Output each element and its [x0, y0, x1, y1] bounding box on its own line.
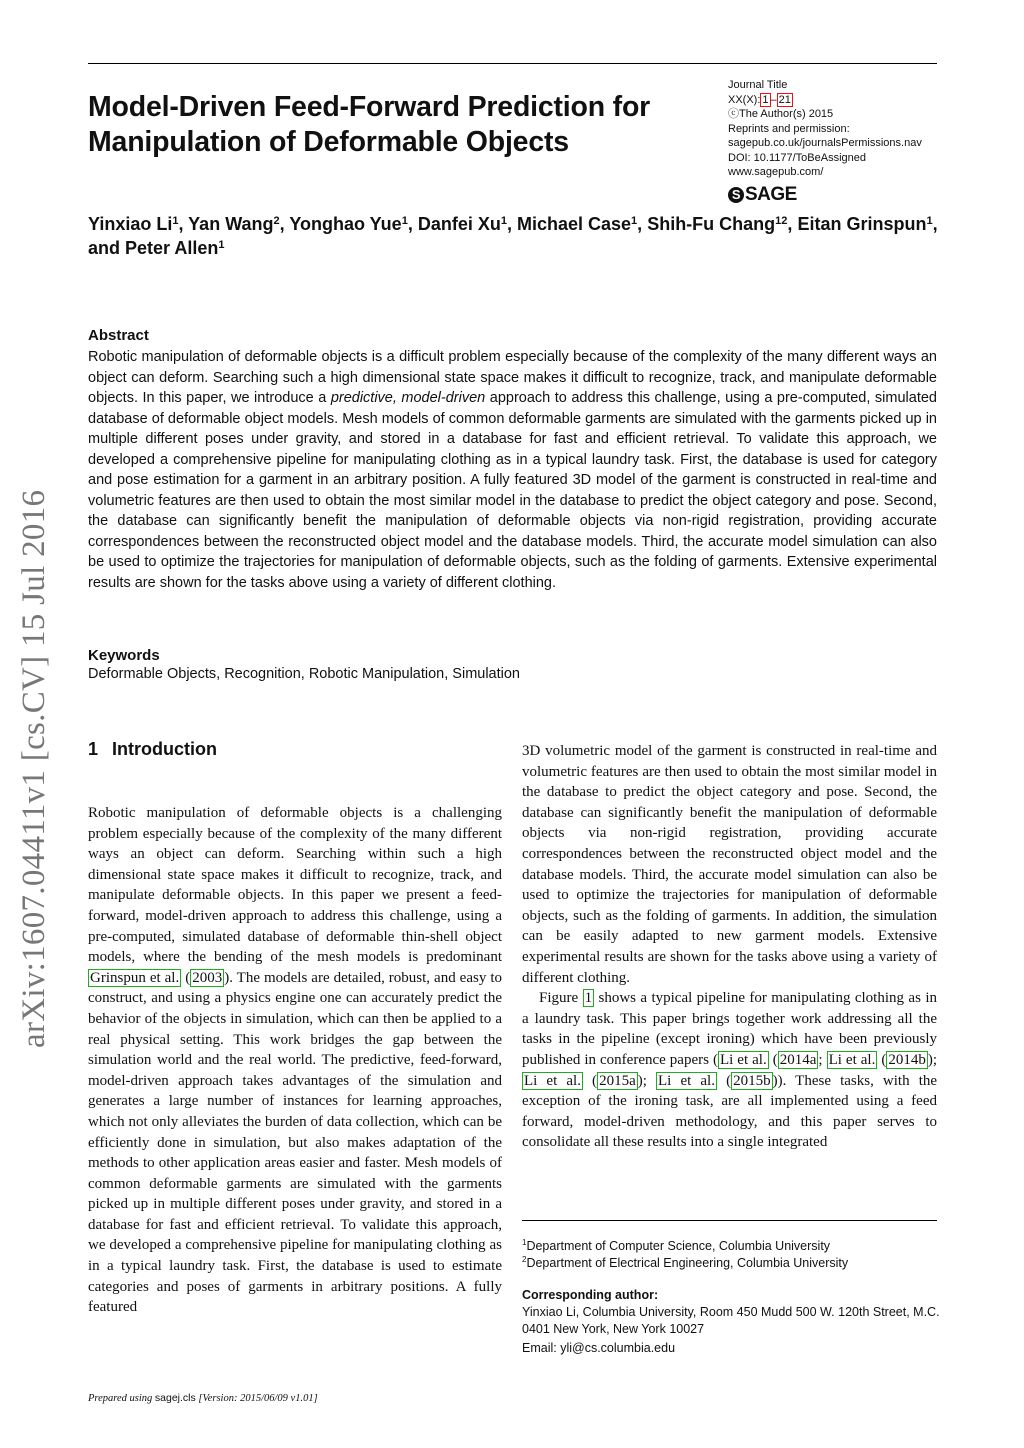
author-name: Yonghao Yue	[289, 214, 402, 234]
figure-ref-link[interactable]: 1	[584, 990, 593, 1007]
citation-link[interactable]: Li et al.	[524, 1072, 581, 1089]
arxiv-sidebar: arXiv:1607.04411v1 [cs.CV] 15 Jul 2016	[16, 489, 52, 1048]
citation-link[interactable]: Li et al.	[828, 1051, 876, 1068]
author-name: Eitan Grinspun	[797, 214, 927, 234]
affiliation-1: $^1$Department of Computer Science, Columbia University	[522, 1238, 831, 1253]
author-name: Yan Wang	[188, 214, 274, 234]
paper-title: Model-Driven Feed-Forward Prediction for Manipulation of Deformable Objects	[88, 91, 651, 158]
reprints: Reprints and permission:	[728, 122, 850, 135]
citation-link[interactable]: 2015b	[733, 1072, 771, 1089]
footer: Prepared using sagej.cls [Version: 2015/06/09 v1.01]	[88, 1392, 318, 1404]
paragraph: Figure 1 shows a typical pipeline for manipulating clothing as in a laundry task. This paper brings together work addressing all the tasks in the pipeline (except ironing) which have been previously published in conference papers ( Li et al. ( 2014a ; Li et al. ( 2014b ); Li et al. ( 2015a ); Li et al. ( 2015b )). These tasks, with the exception of the ironing task, are all implemented using a feed forward, model-driven methodology, and this paper serves to consolidate all these results into a single integrated	[522, 990, 938, 1151]
corresponding-text: Yinxiao Li, Columbia University, Room 450 Mudd 500 W. 120th Street, M.C. 0401 New York, New York 10027	[522, 1305, 940, 1336]
citation-link[interactable]: Li et al.	[658, 1072, 715, 1089]
citation-link[interactable]: 2015a	[599, 1072, 636, 1089]
affiliation-2: $^2$Department of Electrical Engineering, Columbia University	[522, 1255, 849, 1270]
corresponding-heading: Corresponding author:	[522, 1288, 659, 1302]
copyright: ⓒThe Author(s) 2015	[728, 108, 834, 120]
page-end-link[interactable]: 21	[778, 93, 791, 106]
keywords-heading: Keywords	[88, 647, 160, 664]
author-affiliation: 1	[631, 215, 638, 227]
left-column	[88, 803, 502, 1318]
author-name: Danfei Xu	[417, 214, 501, 234]
site-url: www.sagepub.com/	[728, 166, 824, 178]
section-heading: 1 Introduction	[88, 739, 217, 759]
author-name: Michael Case	[516, 214, 632, 234]
author-list: Yinxiao Li$^1$, Yan Wang$^2$, Yonghao Yue$^1$, Danfei Xu$^1$, Michael Case$^1$, Shih-Fu Chang$^{12}$, Eitan Grinspun$^1$, and Peter Allen$^1$	[88, 214, 938, 258]
author-affiliation: 12	[775, 215, 788, 227]
sage-s-icon: S	[728, 187, 744, 203]
author-name: Shih-Fu Chang	[647, 214, 776, 234]
citation-link[interactable]: Li et al.	[719, 1051, 767, 1068]
citation-link[interactable]: 2014a	[779, 1051, 817, 1068]
abstract-heading: Abstract	[88, 327, 149, 344]
abstract-text: Robotic manipulation of deformable objects is a difficult problem especially because of the complexity of the many different ways an object can deform. Searching such a high dimensional state space makes it difficult to recognize, track, and manipulate deformable objects. In this paper, we introduce a predictive, model-driven approach to address this challenge, using a pre-computed, simulated database of deformable object models. Mesh models of common deformable garments are simulated with the garments picked up in multiple different poses under gravity, and stored in a database for fast and efficient retrieval. To validate this approach, we developed a comprehensive pipeline for manipulating clothing as in a typical laundry task. First, the database is used for category and pose estimation for a garment in an arbitrary position. A fully featured 3D model of the garment is constructed in real-time and volumetric features are then used to obtain the most similar model in the database to predict the object category and pose. Second, the database can significantly benefit the manipulation of deformable objects via non-rigid registration, providing accurate correspondences between the reconstructed object model and the database models. Third, the accurate model simulation can also be used to optimize the trajectories for manipulation of deformable objects, such as the folding of garments. Extensive experimental results are shown for the tasks above using a variety of different clothing.	[88, 349, 937, 591]
footnote-rule	[522, 1220, 937, 1221]
author-affiliation: 1	[218, 239, 225, 251]
page-start-link[interactable]: 1	[762, 93, 769, 106]
paragraph: Robotic manipulation of deformable objects is a challenging problem especially because of the complexity of the many different ways an object can deform. Searching within such a high dimensional state space makes it difficult to recognize, track, and manipulate deformable objects. In this paper we present a feed-forward, model-driven approach to address this challenge, using a pre-computed, simulated database of deformable thin-shell object models, where the bending of the mesh models is predominant Grinspun et al. ( 2003 ). The models are detailed, robust, and easy to construct, and using a physics engine one can accurately predict the behavior of the objects in simulation, which can then be applied to a real physical setting. This work bridges the gap between the simulation world and the real world. The predictive, feed-forward, model-driven approach takes advantages of the simulation and generates a large number of instances for learning approaches, which not only alleviates the burden of data collection, which can be efficiently done in simulation, but also makes adaptation of the methods to other application areas easier and faster. Mesh models of common deformable garments are simulated with the garments picked up in multiple different poses under gravity, and stored in a database for fast and efficient retrieval. To validate this approach, we developed a comprehensive pipeline for manipulating clothing as in a typical laundry task. First, the database is used to estimate categories and poses of garments in arbitrary positions. A fully featured	[88, 805, 502, 1316]
author-name: Yinxiao Li	[88, 214, 173, 234]
paragraph: 3D volumetric model of the garment is constructed in real-time and volumetric features are then used to obtain the most similar model in the database to predict the object category and pose. Second, the database can significantly benefit the manipulation of deformable objects via non-rigid registration, providing accurate correspondences between the reconstructed object model and the database models. Third, the accurate model simulation can also be used to optimize the trajectories for manipulation of deformable objects, such as the folding of garments. In addition, the simulation can be easily adapted to new garment models. Extensive experimental results are shown for the tasks above using a variety of different clothing.	[522, 743, 937, 986]
citation-link[interactable]: 2003	[192, 969, 223, 986]
top-rule	[88, 63, 937, 64]
doi: DOI: 10.1177/ToBeAssigned	[728, 151, 866, 164]
journal-title: Journal Title	[728, 79, 788, 91]
keywords-text: Deformable Objects, Recognition, Robotic Manipulation, Simulation	[88, 666, 520, 682]
author-affiliation: 2	[273, 215, 280, 227]
email: Email: yli@cs.columbia.edu	[522, 1341, 676, 1355]
author-affiliation: 1	[500, 215, 507, 227]
author-affiliation: 1	[401, 215, 408, 227]
author-name: Peter Allen	[125, 238, 219, 258]
sage-logo: S SAGE	[728, 184, 797, 206]
reprints-url: sagepub.co.uk/journalsPermissions.nav	[728, 137, 922, 149]
author-affiliation: 1	[172, 215, 179, 227]
journal-meta	[728, 78, 958, 180]
right-column	[522, 741, 937, 1153]
citation-link[interactable]: 2014b	[888, 1051, 926, 1068]
author-affiliation: 1	[926, 215, 933, 227]
volume-pages: XX(X): 1 – 21	[728, 93, 791, 106]
citation-link[interactable]: Grinspun et al.	[90, 969, 180, 986]
